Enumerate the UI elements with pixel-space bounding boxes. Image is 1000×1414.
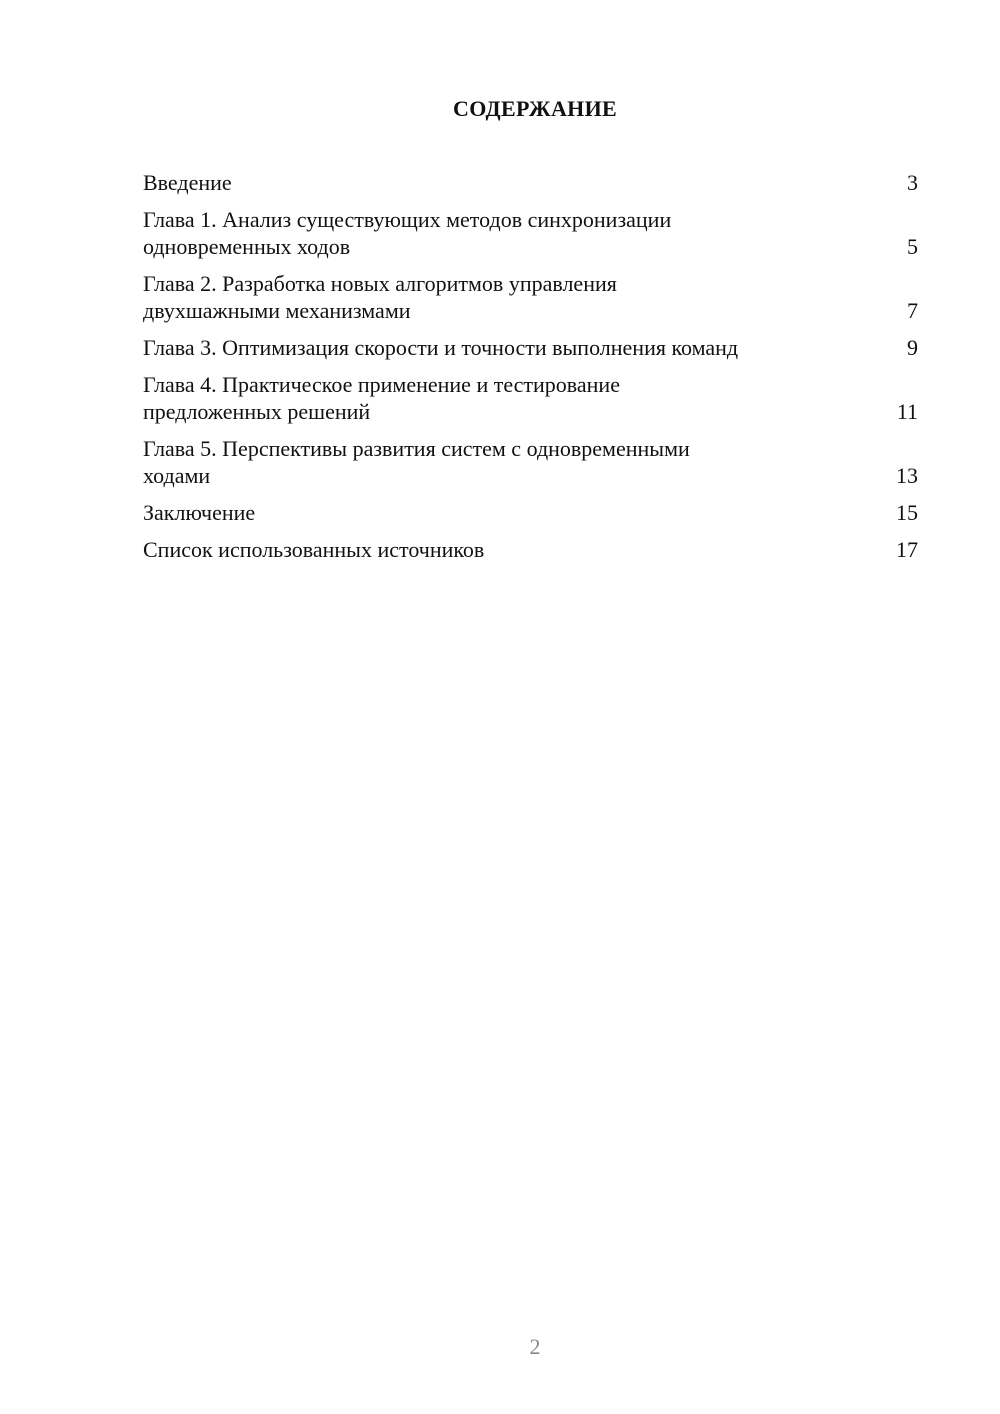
toc-entry-page: 7 (907, 298, 918, 323)
page-number: 2 (529, 1334, 541, 1359)
toc-entry-title (143, 371, 620, 425)
toc-entry-page: 9 (907, 335, 918, 360)
toc-entry-page: 15 (896, 500, 918, 525)
toc-entry-line: ходами (143, 463, 211, 488)
toc-entry-line: Глава 3. Оптимизация скорости и точности выполнения команд (143, 335, 739, 360)
toc-entry-title (143, 334, 738, 361)
toc-entry-line: Глава 4. Практическое применение и тестирование (143, 372, 620, 397)
toc-entry-line: Глава 1. Анализ существующих методов синхронизации (143, 207, 672, 232)
toc-entry-page: 13 (896, 463, 918, 488)
toc-entry-line: двухшажными механизмами (143, 298, 411, 323)
toc-entry-title (143, 499, 255, 526)
toc-entry-chapter-2[interactable] (143, 270, 918, 324)
toc-entry-references[interactable] (143, 536, 918, 563)
toc-entry-line: Список использованных источников (143, 537, 485, 562)
table-of-contents (143, 169, 918, 573)
toc-entry-chapter-5[interactable] (143, 435, 918, 489)
toc-entry-page: 5 (907, 234, 918, 259)
toc-entry-line: Глава 2. Разработка новых алгоритмов управления (143, 271, 617, 296)
toc-entry-title (143, 536, 484, 563)
toc-entry-line: Глава 5. Перспективы развития систем с одновременными (143, 436, 690, 461)
toc-entry-page: 17 (896, 537, 918, 562)
toc-entry-line: Введение (143, 170, 232, 195)
toc-entry-title (143, 206, 671, 260)
toc-entry-page: 11 (896, 399, 918, 424)
toc-entry-line: одновременных ходов (143, 234, 351, 259)
page-title: СОДЕРЖАНИЕ (453, 96, 617, 121)
toc-entry-title (143, 435, 690, 489)
toc-entry-page: 3 (907, 170, 918, 195)
toc-entry-title (143, 270, 617, 324)
toc-entry-chapter-4[interactable] (143, 371, 918, 425)
toc-entry-chapter-1[interactable] (143, 206, 918, 260)
toc-entry-chapter-3[interactable] (143, 334, 918, 361)
toc-entry-title (143, 169, 232, 196)
toc-entry-line: Заключение (143, 500, 256, 525)
toc-entry-line: предложенных решений (143, 399, 371, 424)
toc-entry-conclusion[interactable] (143, 499, 918, 526)
toc-entry-introduction[interactable] (143, 169, 918, 196)
